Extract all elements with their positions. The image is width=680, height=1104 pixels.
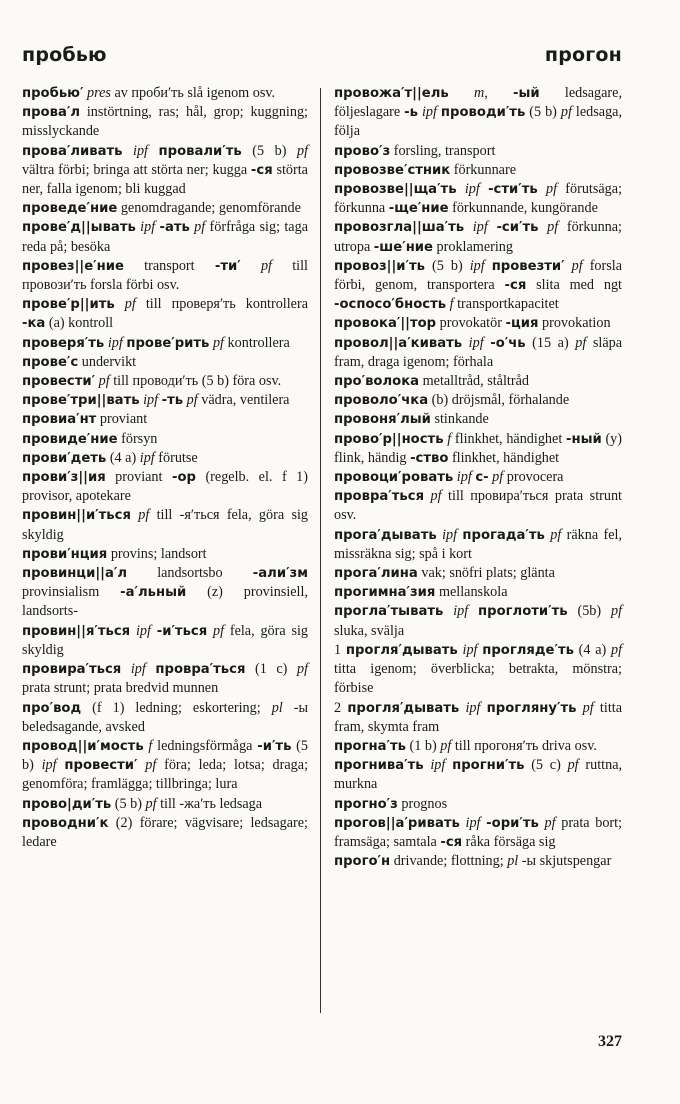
dictionary-entry: [334, 180, 622, 218]
definition-text: förkunnande, kungörande: [448, 200, 598, 217]
dictionary-entry: [334, 852, 622, 871]
dictionary-entry: [22, 84, 308, 103]
definition-text: landsortsbo: [127, 565, 253, 582]
grammar-label: pf: [575, 334, 587, 351]
dictionary-entry: [22, 142, 308, 200]
subentry: провести′: [64, 758, 138, 774]
definition-text: fela, göra sig skyldig: [22, 622, 309, 658]
definition-text: proklamering: [433, 238, 513, 255]
definition-text: [464, 219, 473, 235]
definition-text: ruttna, murkna: [334, 757, 623, 793]
running-head-last-word: прогон: [544, 44, 622, 66]
subentry: -ь: [404, 105, 418, 121]
definition-text: metalltråd, ståltråd: [419, 373, 529, 390]
headword: прове′р||ить: [22, 297, 115, 313]
headword: проведе′ние: [22, 201, 118, 217]
grammar-label: pf: [610, 603, 623, 620]
headword: провозгла||ша′ть: [334, 220, 465, 236]
definition-text: störta ner, falla igenom; bli kuggad: [22, 161, 308, 198]
definition-text: [538, 181, 546, 197]
definition-text: till -я′ться fela, göra sig skyldig: [22, 507, 309, 543]
grammar-label: pf: [145, 795, 157, 812]
subentry: провезти′: [491, 258, 565, 274]
dictionary-entry: [334, 583, 622, 602]
dictionary-entry: [334, 314, 622, 333]
subentry: прогляну′ть: [486, 700, 577, 716]
headword: провести′: [22, 374, 96, 390]
dictionary-entry: [22, 449, 308, 468]
headword: прово|ди′ть: [22, 796, 112, 812]
subentry: -ция: [505, 316, 539, 332]
headword: прога′дывать: [334, 527, 437, 543]
grammar-label: m: [473, 85, 485, 101]
definition-text: (2) förare; vägvisare; ledsagare; ledare: [22, 814, 308, 850]
subentry: -ся: [504, 278, 527, 294]
grammar-label: pf: [186, 392, 198, 409]
grammar-label: pf: [145, 757, 157, 774]
definition-text: förkunna; utropa: [334, 219, 622, 255]
definition-text: vak; snöfri plats; glänta: [417, 565, 555, 582]
headword: прогля′дывать: [347, 700, 460, 716]
page-number: 327: [598, 1033, 622, 1050]
definition-text: (regelb. el. f 1) provisor, apotekare: [22, 469, 308, 505]
grammar-label: pf: [213, 622, 225, 639]
dictionary-entry: [22, 199, 308, 218]
definition-text: forsla förbi, genom, transportera: [334, 257, 623, 294]
dictionary-entry: [334, 602, 622, 640]
grammar-label: ipf: [133, 142, 148, 159]
headword: провез||е′ние: [22, 258, 124, 274]
dictionary-entry: [334, 737, 622, 756]
dictionary-entry: [22, 468, 308, 506]
dictionary-entry: [22, 737, 308, 795]
subentry: -а′льный: [120, 585, 187, 601]
headword: провол||а′кивать: [334, 335, 463, 351]
dictionary-entry: [22, 372, 308, 391]
headword: провира′ться: [22, 662, 122, 678]
dictionary-entry: [22, 660, 308, 698]
subentry: -си′ть: [496, 220, 539, 236]
subentry: -ше′ние: [373, 239, 433, 255]
definition-text: (5 b): [525, 104, 561, 121]
grammar-label: pf: [544, 814, 556, 831]
dictionary-entry: [22, 814, 308, 852]
definition-text: titta igenom; överblicka; betrakta, mönstra; förbise: [334, 661, 622, 697]
right-column: [334, 84, 622, 871]
definition-text: [146, 661, 156, 677]
grammar-label: pf: [582, 699, 594, 716]
dictionary-entry: [22, 334, 308, 353]
headword: провозве||ща′ть: [334, 182, 457, 198]
definition-text: [443, 603, 453, 619]
subentry: -и′ться: [156, 623, 208, 639]
headword: провоци′ровать: [334, 470, 454, 486]
headword: провока′||тор: [334, 316, 437, 332]
subentry: -ори′ть: [486, 815, 539, 831]
dictionary-entry: [334, 564, 622, 583]
grammar-label: pf: [545, 181, 558, 198]
definition-text: [480, 181, 488, 197]
subentry: -ор: [171, 470, 196, 486]
headword: пробью′: [22, 86, 84, 101]
headword: прогна′ть: [334, 738, 406, 754]
dictionary-entry: [22, 622, 308, 660]
definition-text: av проби′ть slå igenom osv.: [110, 85, 276, 101]
dictionary-entry: [22, 257, 308, 295]
grammar-label: pf: [296, 661, 309, 678]
definition-text: [148, 143, 159, 159]
definition-text: ledsaga, följa: [334, 104, 623, 140]
subentry: с-: [475, 470, 489, 486]
definition-text: proviant: [96, 411, 148, 428]
subentry: -сти′ть: [488, 182, 538, 198]
definition-text: vädra, ventilera: [197, 392, 290, 409]
definition-text: transport: [123, 257, 215, 274]
definition-text: [449, 85, 474, 101]
dictionary-entry: [22, 391, 308, 410]
definition-text: (z) provinsiell, landsorts-: [22, 584, 308, 620]
definition-text: förkunnare: [450, 161, 517, 178]
dictionary-entry: [334, 699, 622, 737]
subentry: -ство: [410, 450, 449, 466]
dictionary-entry: [334, 487, 622, 525]
grammar-label: ipf: [135, 622, 151, 639]
definition-text: till проверя′ть kontrollera: [135, 296, 308, 313]
grammar-label: ipf: [430, 757, 446, 774]
subentry: проглоти′ть: [478, 604, 568, 620]
definition-text: undervikt: [78, 353, 137, 370]
grammar-label: f: [449, 296, 454, 313]
definition-text: (1 b): [405, 737, 441, 754]
headword: прове′с: [22, 354, 79, 370]
definition-text: 1: [334, 641, 346, 658]
grammar-label: pf: [571, 257, 583, 274]
headword: провин||я′ться: [22, 623, 131, 639]
subentry: -ать: [159, 220, 190, 236]
definition-text: provins; landsort: [107, 545, 207, 562]
definition-text: (4 a): [106, 449, 140, 466]
headword: провин||и′ться: [22, 508, 131, 524]
definition-text: [565, 258, 572, 274]
definition-text: (15 a): [525, 334, 576, 351]
grammar-label: ipf: [465, 814, 481, 831]
headword: про′вод: [22, 700, 82, 716]
dictionary-entry: [334, 391, 622, 410]
grammar-label: ipf: [469, 257, 485, 274]
definition-text: -ы beledsagande, avsked: [22, 699, 308, 735]
definition-text: provinsialism: [22, 584, 121, 601]
definition-text: flinkhet, händighet: [448, 449, 560, 466]
definition-text: (5 c): [524, 757, 568, 774]
definition-text: provokation: [538, 315, 611, 332]
subentry: -ть: [161, 393, 184, 409]
definition-text: förutsäga; förkunna: [334, 181, 623, 217]
definition-text: ledsagare, följeslagare: [334, 85, 622, 121]
definition-text: föra; leda; lotsa; draga; genomföra; framlägga; tillbringa; lura: [22, 757, 309, 793]
grammar-label: pf: [547, 219, 559, 236]
headword: прови′з||ия: [22, 470, 106, 486]
headword: провиа′нт: [22, 412, 97, 428]
headword: прогимна′зия: [334, 585, 436, 601]
grammar-label: pf: [260, 257, 272, 274]
headword: прого′н: [334, 854, 391, 870]
dictionary-entry: [334, 161, 622, 180]
definition-text: [485, 258, 492, 274]
definition-text: [122, 143, 133, 159]
grammar-label: pf: [296, 142, 309, 159]
definition-text: stinkande: [430, 411, 489, 428]
dictionary-entry: [22, 795, 308, 814]
dictionary-entry: [334, 814, 622, 852]
dictionary-entry: [334, 641, 622, 699]
subentry: проврa′ться: [155, 662, 246, 678]
grammar-label: ipf: [468, 334, 484, 351]
dictionary-entry: [334, 430, 622, 468]
grammar-label: ipf: [139, 449, 155, 466]
dictionary-entry: [22, 545, 308, 564]
subentry: проглядe′ть: [482, 642, 574, 658]
grammar-label: f: [148, 737, 153, 754]
definition-text: ledningsförmåga: [152, 737, 258, 754]
definition-text: (y) flink, händig: [334, 430, 623, 466]
definition-text: prata strunt; prata bredvid munnen: [22, 680, 219, 697]
grammar-label: pf: [560, 104, 572, 121]
definition-text: flinkhet, händighet: [451, 430, 566, 447]
grammar-label: pf: [611, 641, 623, 658]
dictionary-entry: [334, 468, 622, 487]
dictionary-entry: [334, 795, 622, 814]
grammar-label: pf: [492, 469, 504, 486]
headword: провозве′стник: [334, 162, 451, 178]
grammar-label: ipf: [456, 469, 472, 486]
grammar-label: pl: [507, 853, 519, 870]
definition-text: slita med ngt: [526, 277, 622, 294]
subentry: прогни′ть: [452, 758, 525, 774]
grammar-label: ipf: [130, 661, 146, 678]
definition-text: räkna fel, missräkna sig; spå i kort: [334, 526, 623, 562]
grammar-label: pf: [550, 526, 562, 543]
definition-text: drivande; flottning;: [390, 853, 508, 870]
headword: прогла′тывать: [334, 604, 444, 620]
definition-text: forsling, transport: [390, 142, 496, 159]
left-column: [22, 84, 308, 852]
headword: прога′лина: [334, 566, 418, 582]
definition-text: ,: [484, 85, 513, 101]
subentry: -о′чь: [490, 335, 526, 351]
grammar-label: ipf: [472, 219, 488, 236]
definition-text: prognos: [397, 795, 448, 812]
grammar-label: pf: [124, 296, 136, 313]
definition-text: försyn: [117, 430, 158, 447]
definition-text: proviant: [105, 469, 172, 486]
subentry: прогада′ть: [462, 527, 545, 543]
headword: провра′ться: [334, 489, 425, 505]
subentry: проводи′ть: [440, 105, 526, 121]
headword: прове′д||ывать: [22, 220, 136, 236]
headword: провиде′ние: [22, 431, 118, 447]
running-head-first-word: пробью: [22, 44, 107, 66]
dictionary-entry: [334, 410, 622, 429]
subentry: -и′ть: [257, 738, 292, 754]
grammar-label: pres: [87, 85, 111, 101]
grammar-label: ipf: [140, 219, 156, 236]
dictionary-entry: [22, 506, 308, 544]
definition-text: provocera: [503, 469, 564, 486]
dictionary-entry: [334, 257, 622, 315]
subentry: прове′рить: [126, 335, 210, 351]
headword: прово′р||ность: [334, 431, 444, 447]
definition-text: förutse: [154, 449, 198, 466]
headword: прови′нция: [22, 546, 108, 562]
headword: прови′деть: [22, 450, 107, 466]
subentry: -ный: [565, 431, 602, 447]
grammar-label: ipf: [442, 526, 458, 543]
subentry: -ся: [250, 162, 273, 178]
definition-text: [538, 219, 547, 235]
headword: прогов||а′ривать: [334, 815, 460, 831]
dictionary-entry: [334, 84, 622, 142]
subentry: -ся: [440, 834, 463, 850]
definition-text: [468, 603, 478, 619]
grammar-label: pf: [212, 334, 224, 351]
dictionary-entry: [22, 295, 308, 333]
definition-text: genomdragande; genomförande: [117, 200, 301, 217]
definition-text: [115, 296, 125, 312]
definition-text: (5 b): [22, 737, 308, 774]
subentry: -ка: [22, 316, 46, 332]
definition-text: (5 b): [111, 795, 146, 812]
definition-text: [241, 258, 261, 274]
headword: проводни′к: [22, 815, 109, 831]
dictionary-entry: [334, 526, 622, 564]
grammar-label: ipf: [462, 641, 478, 658]
subentry: -ще′ние: [388, 201, 449, 217]
column-divider: [320, 88, 321, 1013]
headword: провожа′т||ель: [334, 86, 449, 101]
definition-text: (b) dröjsmål, förhalande: [428, 392, 570, 409]
definition-text: till проводи′ть (5 b) föra osv.: [109, 373, 282, 390]
headword: проверя′ть: [22, 335, 105, 351]
headword: прово′з: [334, 143, 391, 159]
definition-text: provokatör: [436, 315, 506, 332]
dictionary-entry: [334, 372, 622, 391]
dictionary-entry: [22, 564, 308, 622]
grammar-label: pf: [138, 507, 150, 524]
grammar-label: pf: [567, 757, 579, 774]
subentry: -ый: [513, 86, 540, 101]
headword: провинци||а′л: [22, 566, 127, 582]
subentry: -ти′: [214, 258, 241, 274]
grammar-label: ipf: [143, 392, 159, 409]
grammar-label: pl: [271, 699, 283, 716]
subentry: -али′зм: [252, 566, 308, 582]
grammar-label: pf: [98, 373, 110, 390]
headword: провоня′лый: [334, 412, 431, 428]
dictionary-entry: [22, 410, 308, 429]
headword: прова′л: [22, 105, 80, 121]
grammar-label: ipf: [41, 757, 57, 774]
headword: прова′ливать: [22, 143, 123, 159]
grammar-label: ipf: [453, 603, 469, 620]
definition-text: till провира′ться prata strunt osv.: [334, 488, 623, 524]
definition-text: råka försäga sig: [462, 833, 556, 850]
dictionary-entry: [334, 218, 622, 256]
headword: прогно′з: [334, 796, 398, 812]
dictionary-entry: [334, 756, 622, 794]
definition-text: vältra förbi; bringa att störta ner; kugga: [22, 161, 251, 178]
definition-text: (5b): [567, 603, 611, 620]
grammar-label: pf: [440, 737, 452, 754]
dictionary-entry: [22, 103, 308, 141]
definition-text: mellanskola: [435, 584, 508, 601]
definition-text: (f 1) ledning; eskortering;: [81, 699, 272, 716]
definition-text: (a) kontroll: [45, 315, 114, 332]
dictionary-entry: [22, 353, 308, 372]
dictionary-entry: [22, 430, 308, 449]
dictionary-entry: [334, 334, 622, 372]
dictionary-entry: [22, 699, 308, 737]
definition-text: till провози′ть forsla förbi osv.: [22, 257, 308, 294]
definition-text: instörtning, ras; hål, grop; kuggning; misslyckande: [22, 104, 308, 140]
definition-text: titta fram, skymta fram: [334, 699, 622, 735]
definition-text: prata bort; framsäga; samtala: [334, 814, 623, 850]
grammar-label: pf: [194, 219, 206, 236]
headword: прогля′дывать: [345, 642, 458, 658]
dictionary-entry: [22, 218, 308, 256]
grammar-label: ipf: [107, 334, 123, 351]
headword: прове′три||вать: [22, 393, 140, 409]
grammar-label: ipf: [421, 104, 437, 121]
grammar-label: f: [447, 430, 452, 447]
definition-text: förfråga sig; taga reda på; besöka: [22, 219, 308, 255]
grammar-label: pf: [430, 488, 442, 505]
subentry: провали′ть: [158, 143, 242, 159]
dictionary-entry: [334, 142, 622, 161]
headword: провоз||и′ть: [334, 258, 426, 274]
definition-text: (5 b): [241, 142, 297, 159]
definition-text: släpa fram, draga igenom; förhala: [334, 334, 623, 370]
definition-text: -ы skjutspengar: [518, 853, 612, 870]
grammar-label: ipf: [465, 699, 481, 716]
definition-text: (1 c): [245, 661, 297, 678]
definition-text: till прогоня′ть driva osv.: [451, 737, 597, 754]
definition-text: transportkapacitet: [453, 296, 559, 313]
headword: про′волока: [334, 374, 420, 390]
definition-text: (4 a): [573, 641, 611, 658]
definition-text: 2: [334, 699, 348, 716]
definition-text: sluka, svälja: [334, 622, 405, 639]
definition-text: [121, 661, 131, 677]
grammar-label: ipf: [464, 181, 480, 198]
definition-text: kontrollera: [224, 334, 290, 351]
headword: проволо′чка: [334, 393, 429, 409]
definition-text: till -жа′ть ledsaga: [156, 795, 263, 812]
headword: провод||и′мость: [22, 738, 144, 754]
headword: прогнива′ть: [334, 758, 424, 774]
subentry: -оспосо′бность: [334, 297, 447, 313]
definition-text: [457, 181, 465, 197]
definition-text: (5 b): [425, 257, 470, 274]
